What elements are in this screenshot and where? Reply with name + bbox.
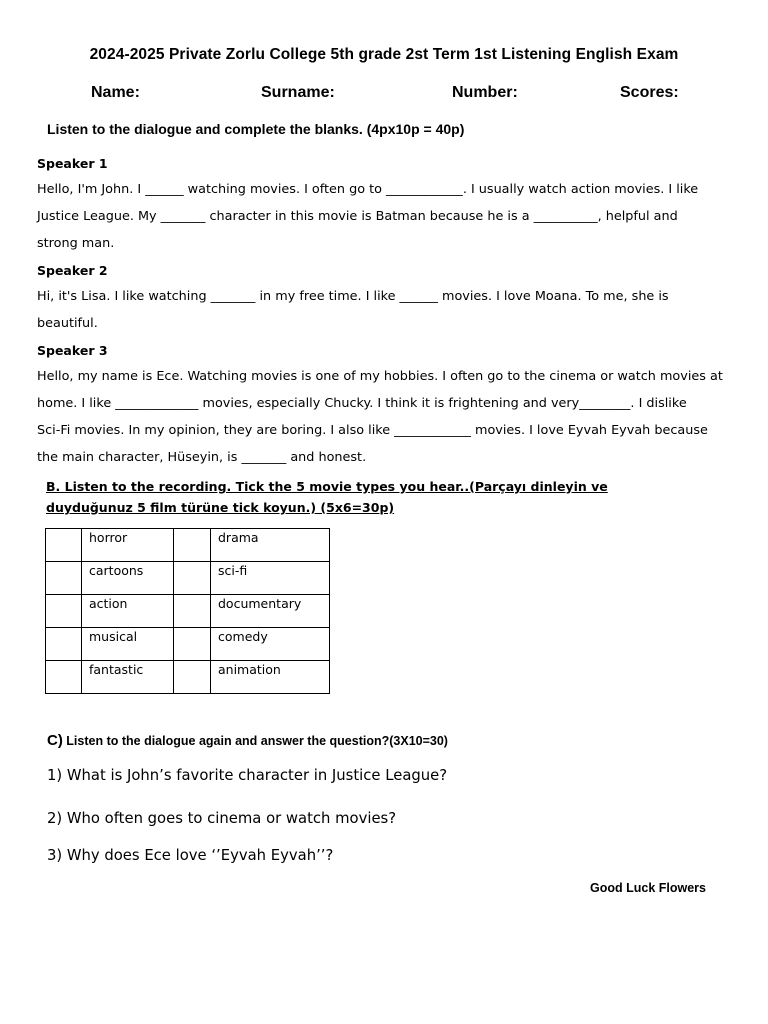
speaker-3-line: Hello, my name is Ece. Watching movies is one of my hobbies. I often go to the cinema or watch movies at (37, 369, 723, 384)
speaker-3-label: Speaker 3 (37, 343, 108, 358)
tick-box[interactable] (174, 661, 211, 694)
speaker-2-line: Hi, it's Lisa. I like watching _______ in my free time. I like ______ movies. I love Moana. To me, she is (37, 289, 669, 304)
name-label: Name: (91, 84, 140, 101)
table-row (46, 562, 330, 595)
movie-type-label: comedy (211, 628, 330, 661)
surname-label: Surname: (261, 84, 335, 101)
number-label: Number: (452, 84, 518, 101)
student-info-row (0, 84, 768, 104)
section-b-instruction: B. Listen to the recording. Tick the 5 movie types you hear..(Parçayı dinleyin ve duyduğunuz 5 film türüne tick koyun.) (5x6=30p) (46, 479, 608, 515)
tick-box[interactable] (46, 661, 82, 694)
movie-type-label: animation (211, 661, 330, 694)
speaker-2-label: Speaker 2 (37, 263, 108, 278)
movie-type-label: horror (82, 529, 174, 562)
movie-types-table (45, 528, 330, 694)
tick-box[interactable] (46, 628, 82, 661)
movie-type-label: musical (82, 628, 174, 661)
footer-good-luck: Good Luck Flowers (590, 881, 706, 895)
section-c-prefix: C) (47, 732, 63, 749)
tick-box[interactable] (174, 562, 211, 595)
question-2: 2) Who often goes to cinema or watch movies? (47, 810, 397, 827)
question-1: 1) What is John’s favorite character in Justice League? (47, 767, 448, 784)
speaker-3-line: Sci-Fi movies. In my opinion, they are boring. I also like ____________ movies. I love Eyvah Eyvah because (37, 423, 708, 438)
exam-title: 2024-2025 Private Zorlu College 5th grade 2st Term 1st Listening English Exam (89, 46, 679, 63)
section-c-text: Listen to the dialogue again and answer the question?(3X10=30) (62, 734, 448, 748)
tick-box[interactable] (174, 529, 211, 562)
movie-type-label: documentary (211, 595, 330, 628)
tick-box[interactable] (46, 595, 82, 628)
movie-type-label: fantastic (82, 661, 174, 694)
tick-box[interactable] (174, 628, 211, 661)
movie-type-label: cartoons (82, 562, 174, 595)
speaker-1-label: Speaker 1 (37, 156, 108, 171)
table-row (46, 661, 330, 694)
table-row (46, 628, 330, 661)
section-a-instruction: Listen to the dialogue and complete the blanks. (4px10p = 40p) (47, 121, 465, 137)
speaker-3-line: home. I like _____________ movies, especially Chucky. I think it is frightening and very________. I dislike (37, 396, 687, 411)
speaker-2-line: beautiful. (37, 316, 98, 331)
table-row (46, 595, 330, 628)
tick-box[interactable] (174, 595, 211, 628)
speaker-1-line: Hello, I'm John. I ______ watching movies. I often go to ____________. I usually watch action movies. I like (37, 182, 699, 197)
movie-type-label: sci-fi (211, 562, 330, 595)
table-row (46, 529, 330, 562)
tick-box[interactable] (46, 562, 82, 595)
question-3: 3) Why does Ece love ‘’Eyvah Eyvah’’? (47, 847, 334, 864)
speaker-3-line: the main character, Hüseyin, is _______ and honest. (37, 450, 367, 465)
speaker-1-line: Justice League. My _______ character in this movie is Batman because he is a __________, helpful and (37, 209, 678, 224)
scores-label: Scores: (620, 84, 679, 101)
tick-box[interactable] (46, 529, 82, 562)
speaker-1-line: strong man. (37, 236, 115, 251)
movie-type-label: drama (211, 529, 330, 562)
movie-type-label: action (82, 595, 174, 628)
section-c-instruction (47, 732, 448, 749)
